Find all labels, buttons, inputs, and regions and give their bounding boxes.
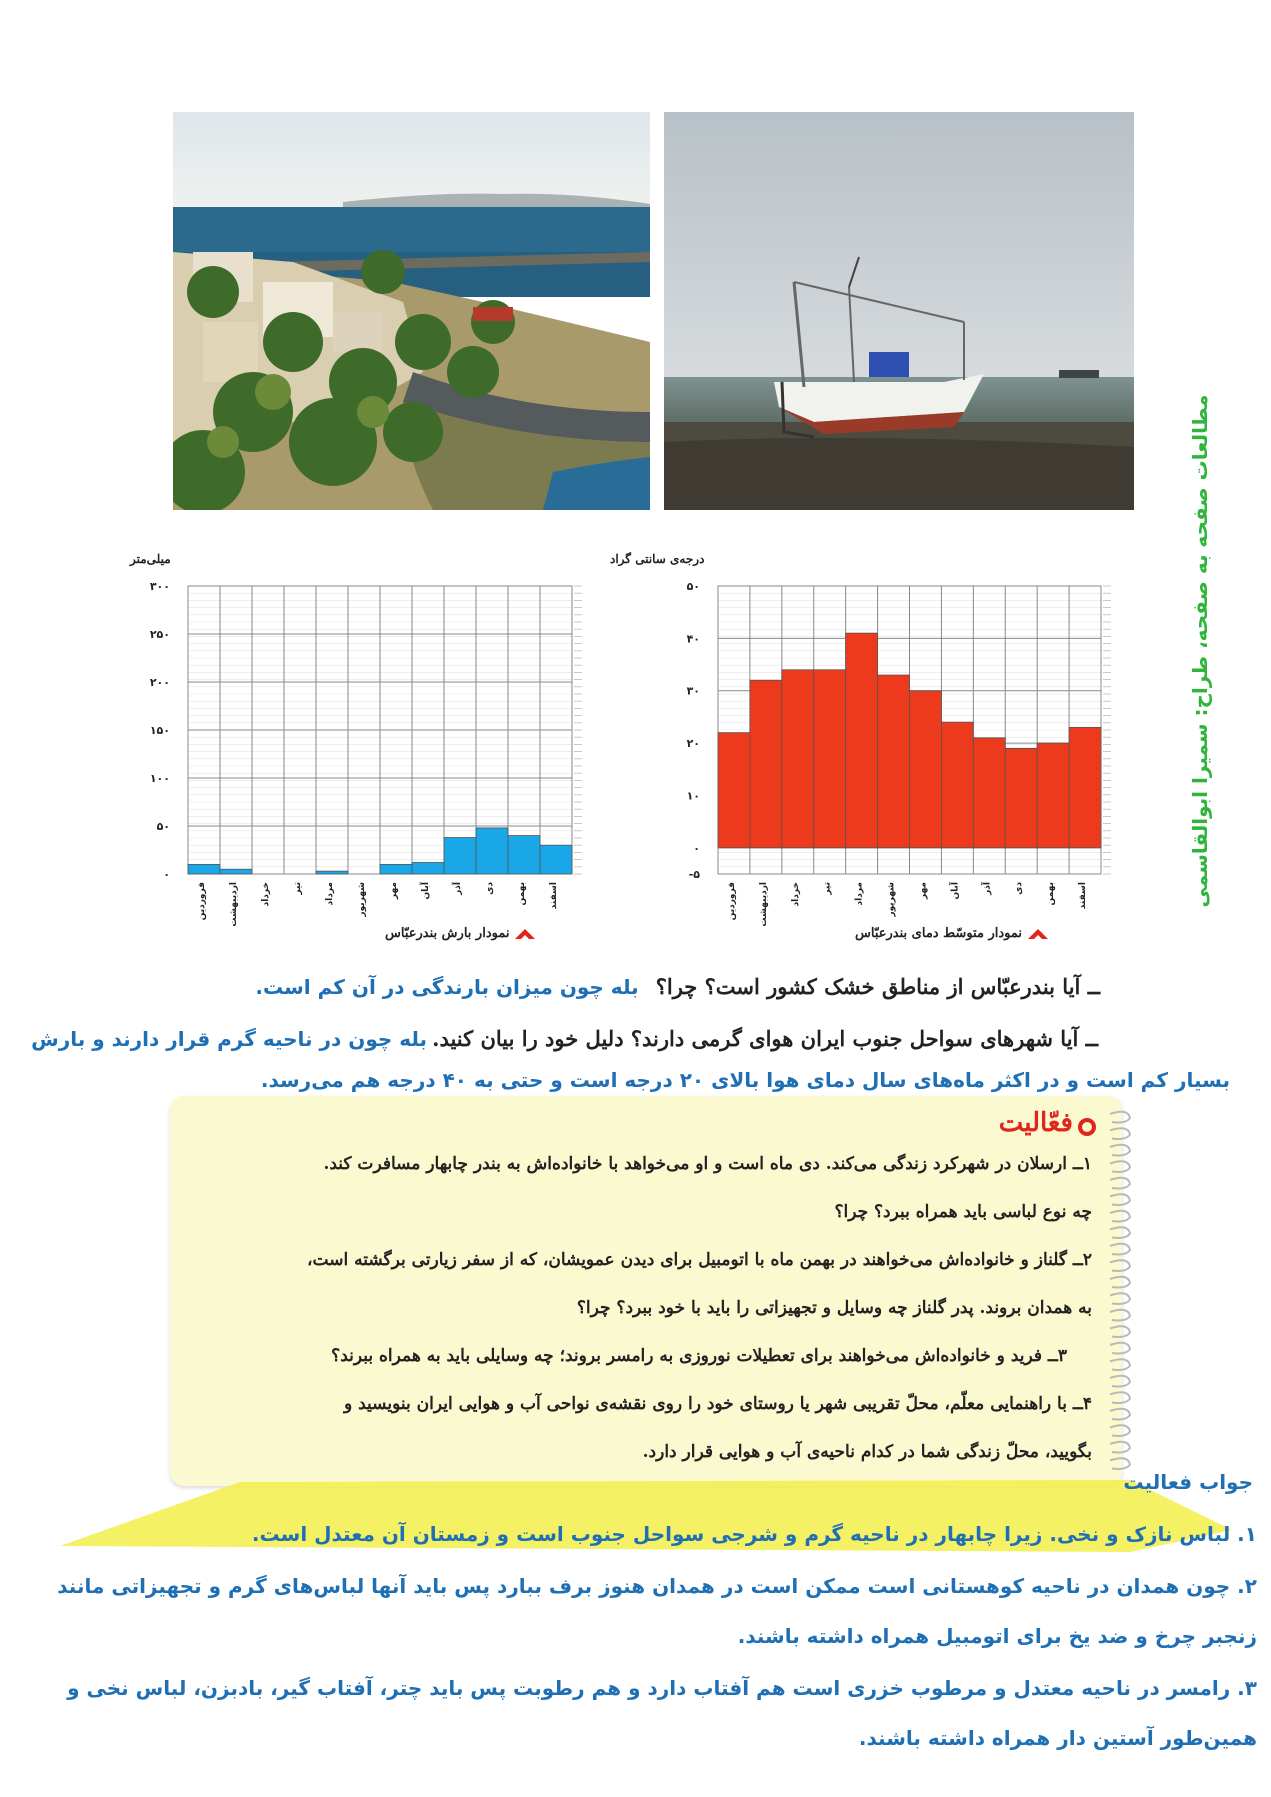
answer-line-3: زنجبر چرخ و ضد یخ برای اتومبیل همراه داشته باشند.	[737, 1624, 1257, 1648]
bar-11	[540, 845, 572, 874]
spiral-loop	[1110, 1244, 1130, 1255]
y-tick-label: ۵۰	[156, 820, 170, 833]
precip-caption-text: نمودار بارش بندرعبّاس	[385, 926, 510, 941]
side-credit	[1180, 394, 1220, 908]
activity-line-6: ۴ــ با راهنمایی معلّم، محلّ تقریبی شهر یا روستای خود را روی نقشه‌ی نواحی آب و هوایی ایران بنویسید و	[344, 1394, 1092, 1414]
activity-line-5: ۳ــ فرید و خانواده‌اش می‌خواهند برای تعطیلات نوروزی به رامسر بروند؛ چه وسایلی باید به همراه ببرند؟	[331, 1346, 1067, 1366]
answer-1-text: بله چون میزان بارندگی در آن کم است.	[255, 975, 639, 999]
bar-8	[973, 738, 1005, 848]
precipitation-chart-svg	[120, 570, 590, 930]
answer-line-5: همین‌طور آستین دار همراه داشته باشند.	[858, 1726, 1257, 1750]
y-tick-label: ۵۰	[686, 580, 700, 593]
y-tick-label: ۱۰۰	[149, 772, 170, 785]
x-tick-label: مهر	[918, 882, 929, 900]
bar-8	[444, 838, 476, 874]
bar-9	[1005, 748, 1037, 847]
answer-2-continued	[200, 1068, 1230, 1092]
y-tick-label: ۲۰۰	[149, 676, 170, 689]
bar-4	[316, 871, 348, 874]
temp-chart-caption	[855, 926, 1049, 941]
bar-7	[941, 722, 973, 848]
y-tick-label: ۳۰۰	[149, 580, 170, 593]
x-tick-label: بهمن	[517, 882, 527, 906]
x-tick-label: شهریور	[886, 882, 897, 917]
question-2-text: ــ آیا شهرهای سواحل جنوب ایران هوای گرمی دارند؟ دلیل خود را بیان کنید.	[432, 1026, 1098, 1051]
x-tick-label: آبان	[421, 882, 431, 900]
spiral-loop	[1110, 1326, 1130, 1337]
x-tick-label: بهمن	[1046, 882, 1057, 906]
y-tick-label: -۵	[688, 868, 700, 881]
spiral-loop	[1110, 1458, 1130, 1469]
spiral-loop	[1110, 1128, 1130, 1139]
spiral-loop	[1110, 1376, 1130, 1387]
answers-heading: جواب فعالیت	[1123, 1470, 1253, 1494]
temperature-chart	[600, 540, 1120, 960]
y-tick-label: ۲۵۰	[149, 628, 170, 641]
temperature-chart-svg	[600, 570, 1120, 930]
x-tick-label: فروردین	[726, 882, 737, 921]
spiral-loop	[1110, 1260, 1130, 1271]
y-tick-label: ۱۵۰	[149, 724, 170, 737]
precipitation-chart	[120, 540, 590, 960]
activity-line-2: چه نوع لباسی باید همراه ببرد؟ چرا؟	[834, 1202, 1092, 1222]
x-tick-label: تیر	[822, 882, 833, 895]
spiral-loop	[1110, 1425, 1130, 1436]
activity-title-text: فعّالیت	[998, 1108, 1073, 1138]
activity-line-3: ۲ــ گلناز و خانواده‌اش می‌خواهند در بهمن ماه با اتومبیل برای دیدن عمویشان، که از سفر زیارتی برگشته است،	[307, 1250, 1092, 1270]
spiral-loop	[1110, 1178, 1130, 1189]
spiral-loop	[1110, 1310, 1130, 1321]
bar-9	[476, 828, 508, 874]
x-tick-label: فروردین	[197, 882, 207, 921]
x-tick-label: اسفند	[1078, 882, 1089, 910]
answer-line-2: ۲. چون همدان در ناحیه کوهستانی است ممکن است در همدان هنوز برف ببارد پس باید آنها لباس‌های گرم و تجهیزاتی مانند	[57, 1574, 1257, 1598]
x-tick-label: اردیبهشت	[229, 882, 239, 927]
bar-1	[220, 869, 252, 874]
bar-11	[1069, 727, 1101, 847]
y-tick-label: ۰	[693, 841, 700, 855]
caption-marker-icon	[514, 928, 536, 940]
spiral-loop	[1110, 1392, 1130, 1403]
activity-line-7: بگویید، محلّ زندگی شما در کدام ناحیه‌ی آب و هوایی قرار دارد.	[642, 1442, 1092, 1462]
x-tick-label: مرداد	[325, 882, 335, 906]
x-tick-label: شهریور	[357, 882, 367, 917]
bar-6	[910, 691, 942, 848]
question-2	[0, 1026, 1098, 1051]
x-tick-label: آذر	[453, 882, 463, 895]
answer-2-part1: بله چون در ناحیه گرم قرار دارند و بارش	[31, 1027, 428, 1051]
spiral-loop	[1110, 1343, 1130, 1354]
caption-marker-icon	[1027, 928, 1049, 940]
coastal-city-photo	[173, 112, 650, 510]
x-tick-label: خرداد	[261, 882, 271, 907]
bar-6	[380, 864, 412, 874]
activity-line-1: ۱ــ ارسلان در شهرکرد زندگی می‌کند. دی ماه است و او می‌خواهد با خانواده‌اش به بندر چابهار مسافرت کند.	[323, 1154, 1092, 1174]
spiral-loop	[1110, 1112, 1130, 1123]
spiral-binding	[1106, 1106, 1136, 1476]
activity-bullet-icon	[1078, 1118, 1096, 1136]
spiral-loop	[1110, 1293, 1130, 1304]
activity-box	[170, 1096, 1122, 1486]
x-tick-label: مهر	[389, 882, 399, 900]
precip-chart-caption	[385, 926, 536, 941]
spiral-loop	[1110, 1359, 1130, 1370]
activity-title	[999, 1108, 1096, 1138]
x-tick-label: آبان	[950, 882, 961, 900]
x-tick-label: دی	[1014, 882, 1025, 895]
spiral-loop	[1110, 1227, 1130, 1238]
bar-5	[878, 675, 910, 848]
spiral-loop	[1110, 1409, 1130, 1420]
spiral-loop	[1110, 1161, 1130, 1172]
y-tick-label: ۱۰	[686, 789, 700, 803]
x-tick-label: مرداد	[854, 882, 865, 906]
y-tick-label: ۰	[163, 868, 170, 881]
bar-2	[782, 670, 814, 848]
spiral-loop	[1110, 1194, 1130, 1205]
spiral-loop	[1110, 1145, 1130, 1156]
x-tick-label: خرداد	[790, 882, 801, 907]
x-tick-label: آذر	[982, 882, 993, 895]
boat-beach-photo	[664, 112, 1134, 510]
spiral-loop	[1110, 1442, 1130, 1453]
bar-0	[718, 733, 750, 848]
side-credit-text: مطالعات صفحه به صفحه، طراح: سمیرا ابوالقاسمی	[1188, 394, 1212, 908]
x-tick-label: اردیبهشت	[758, 882, 769, 927]
y-tick-label: ۳۰	[686, 684, 700, 698]
x-tick-label: تیر	[293, 882, 303, 895]
activity-line-4: به همدان بروند. پدر گلناز چه وسایل و تجهیزاتی را باید با خود ببرد؟ چرا؟	[576, 1298, 1092, 1318]
bar-10	[1037, 743, 1069, 848]
temp-unit-label: درجه‌ی سانتی گراد	[610, 552, 705, 566]
answer-line-4: ۳. رامسر در ناحیه معتدل و مرطوب خزری است هم آفتاب دارد و هم رطوبت پس باید چتر، آفتاب گیر، بادبزن، لباس نخی و	[67, 1676, 1257, 1700]
y-tick-label: ۲۰	[686, 737, 700, 751]
bar-1	[750, 680, 782, 848]
spiral-loop	[1110, 1277, 1130, 1288]
temp-caption-text: نمودار متوسّط دمای بندرعبّاس	[855, 926, 1022, 941]
x-tick-label: دی	[485, 882, 495, 895]
bar-7	[412, 862, 444, 874]
bar-4	[846, 633, 878, 848]
question-1-text: ــ آیا بندرعبّاس از مناطق خشک کشور است؟ چرا؟	[655, 974, 1100, 999]
precip-unit-label: میلی‌متر	[130, 552, 171, 566]
bar-10	[508, 836, 540, 874]
y-tick-label: ۴۰	[686, 632, 700, 646]
question-1	[200, 974, 1100, 999]
x-tick-label: اسفند	[549, 882, 559, 910]
bar-3	[814, 670, 846, 848]
answer-2-part2: بسیار کم است و در اکثر ماه‌های سال دمای هوا بالای ۲۰ درجه است و حتی به ۴۰ درجه هم می‌رسد.	[260, 1068, 1230, 1092]
bar-0	[188, 864, 220, 874]
answer-line-1: ۱. لباس نازک و نخی. زیرا چابهار در ناحیه گرم و شرجی سواحل جنوب است و زمستان آن معتدل است.	[251, 1522, 1257, 1546]
spiral-loop	[1110, 1211, 1130, 1222]
